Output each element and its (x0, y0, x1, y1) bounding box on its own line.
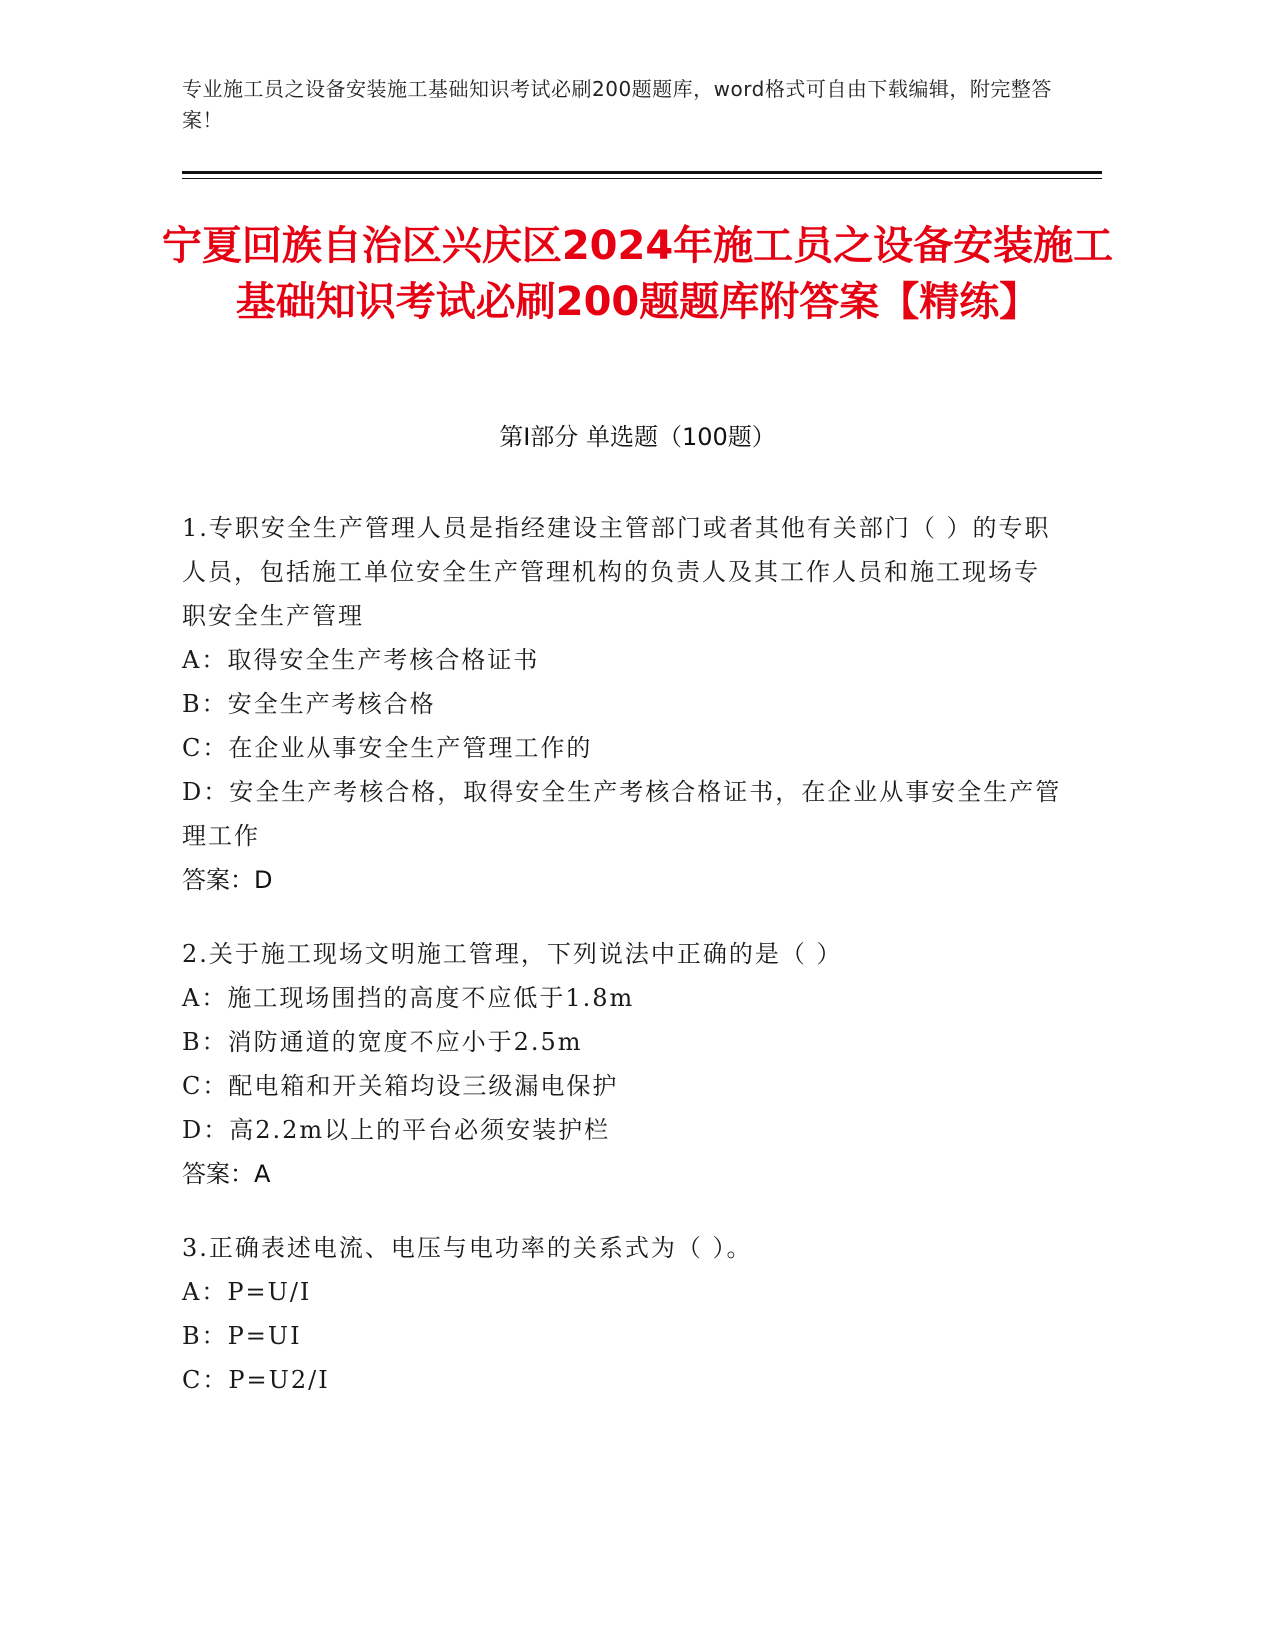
option-a: A：P=U/I (182, 1278, 312, 1306)
question-3 (182, 1226, 1062, 1402)
question-stem: 3.正确表述电流、电压与电功率的关系式为（ ）。 (182, 1234, 753, 1262)
question-list (182, 506, 1062, 1432)
option-b: B：安全生产考核合格 (182, 690, 436, 718)
option-a: A：施工现场围挡的高度不应低于1.8m (182, 984, 635, 1012)
answer-line: 答案：A (182, 1160, 271, 1188)
option-d: D：高2.2m以上的平台必须安装护栏 (182, 1116, 611, 1144)
question-2 (182, 932, 1062, 1196)
option-c: C：在企业从事安全生产管理工作的 (182, 734, 593, 762)
answer-line: 答案：D (182, 866, 273, 894)
option-c: C：P=U2/I (182, 1366, 330, 1394)
header-rule-thin (182, 178, 1102, 179)
option-b: B：P=UI (182, 1322, 302, 1350)
option-c: C：配电箱和开关箱均设三级漏电保护 (182, 1072, 619, 1100)
option-a: A：取得安全生产考核合格证书 (182, 646, 540, 674)
option-b: B：消防通道的宽度不应小于2.5m (182, 1028, 583, 1056)
question-1 (182, 506, 1062, 902)
header-note: 专业施工员之设备安装施工基础知识考试必刷200题题库，word格式可自由下载编辑，附完整答案！ (182, 77, 1052, 132)
document-title: 宁夏回族自治区兴庆区2024年施工员之设备安装施工基础知识考试必刷200题题库附答案【精练】 (161, 223, 1114, 325)
question-stem: 2.关于施工现场文明施工管理，下列说法中正确的是（ ） (182, 940, 843, 968)
question-stem: 1.专职安全生产管理人员是指经建设主管部门或者其他有关部门（ ）的专职人员，包括施工单位安全生产管理机构的负责人及其工作人员和施工现场专职安全生产管理 (182, 514, 1051, 630)
option-d: D：安全生产考核合格，取得安全生产考核合格证书，在企业从事安全生产管理工作 (182, 778, 1062, 850)
header-rule-thick (182, 171, 1102, 174)
section-title: 第Ⅰ部分 单选题（100题） (499, 423, 776, 451)
